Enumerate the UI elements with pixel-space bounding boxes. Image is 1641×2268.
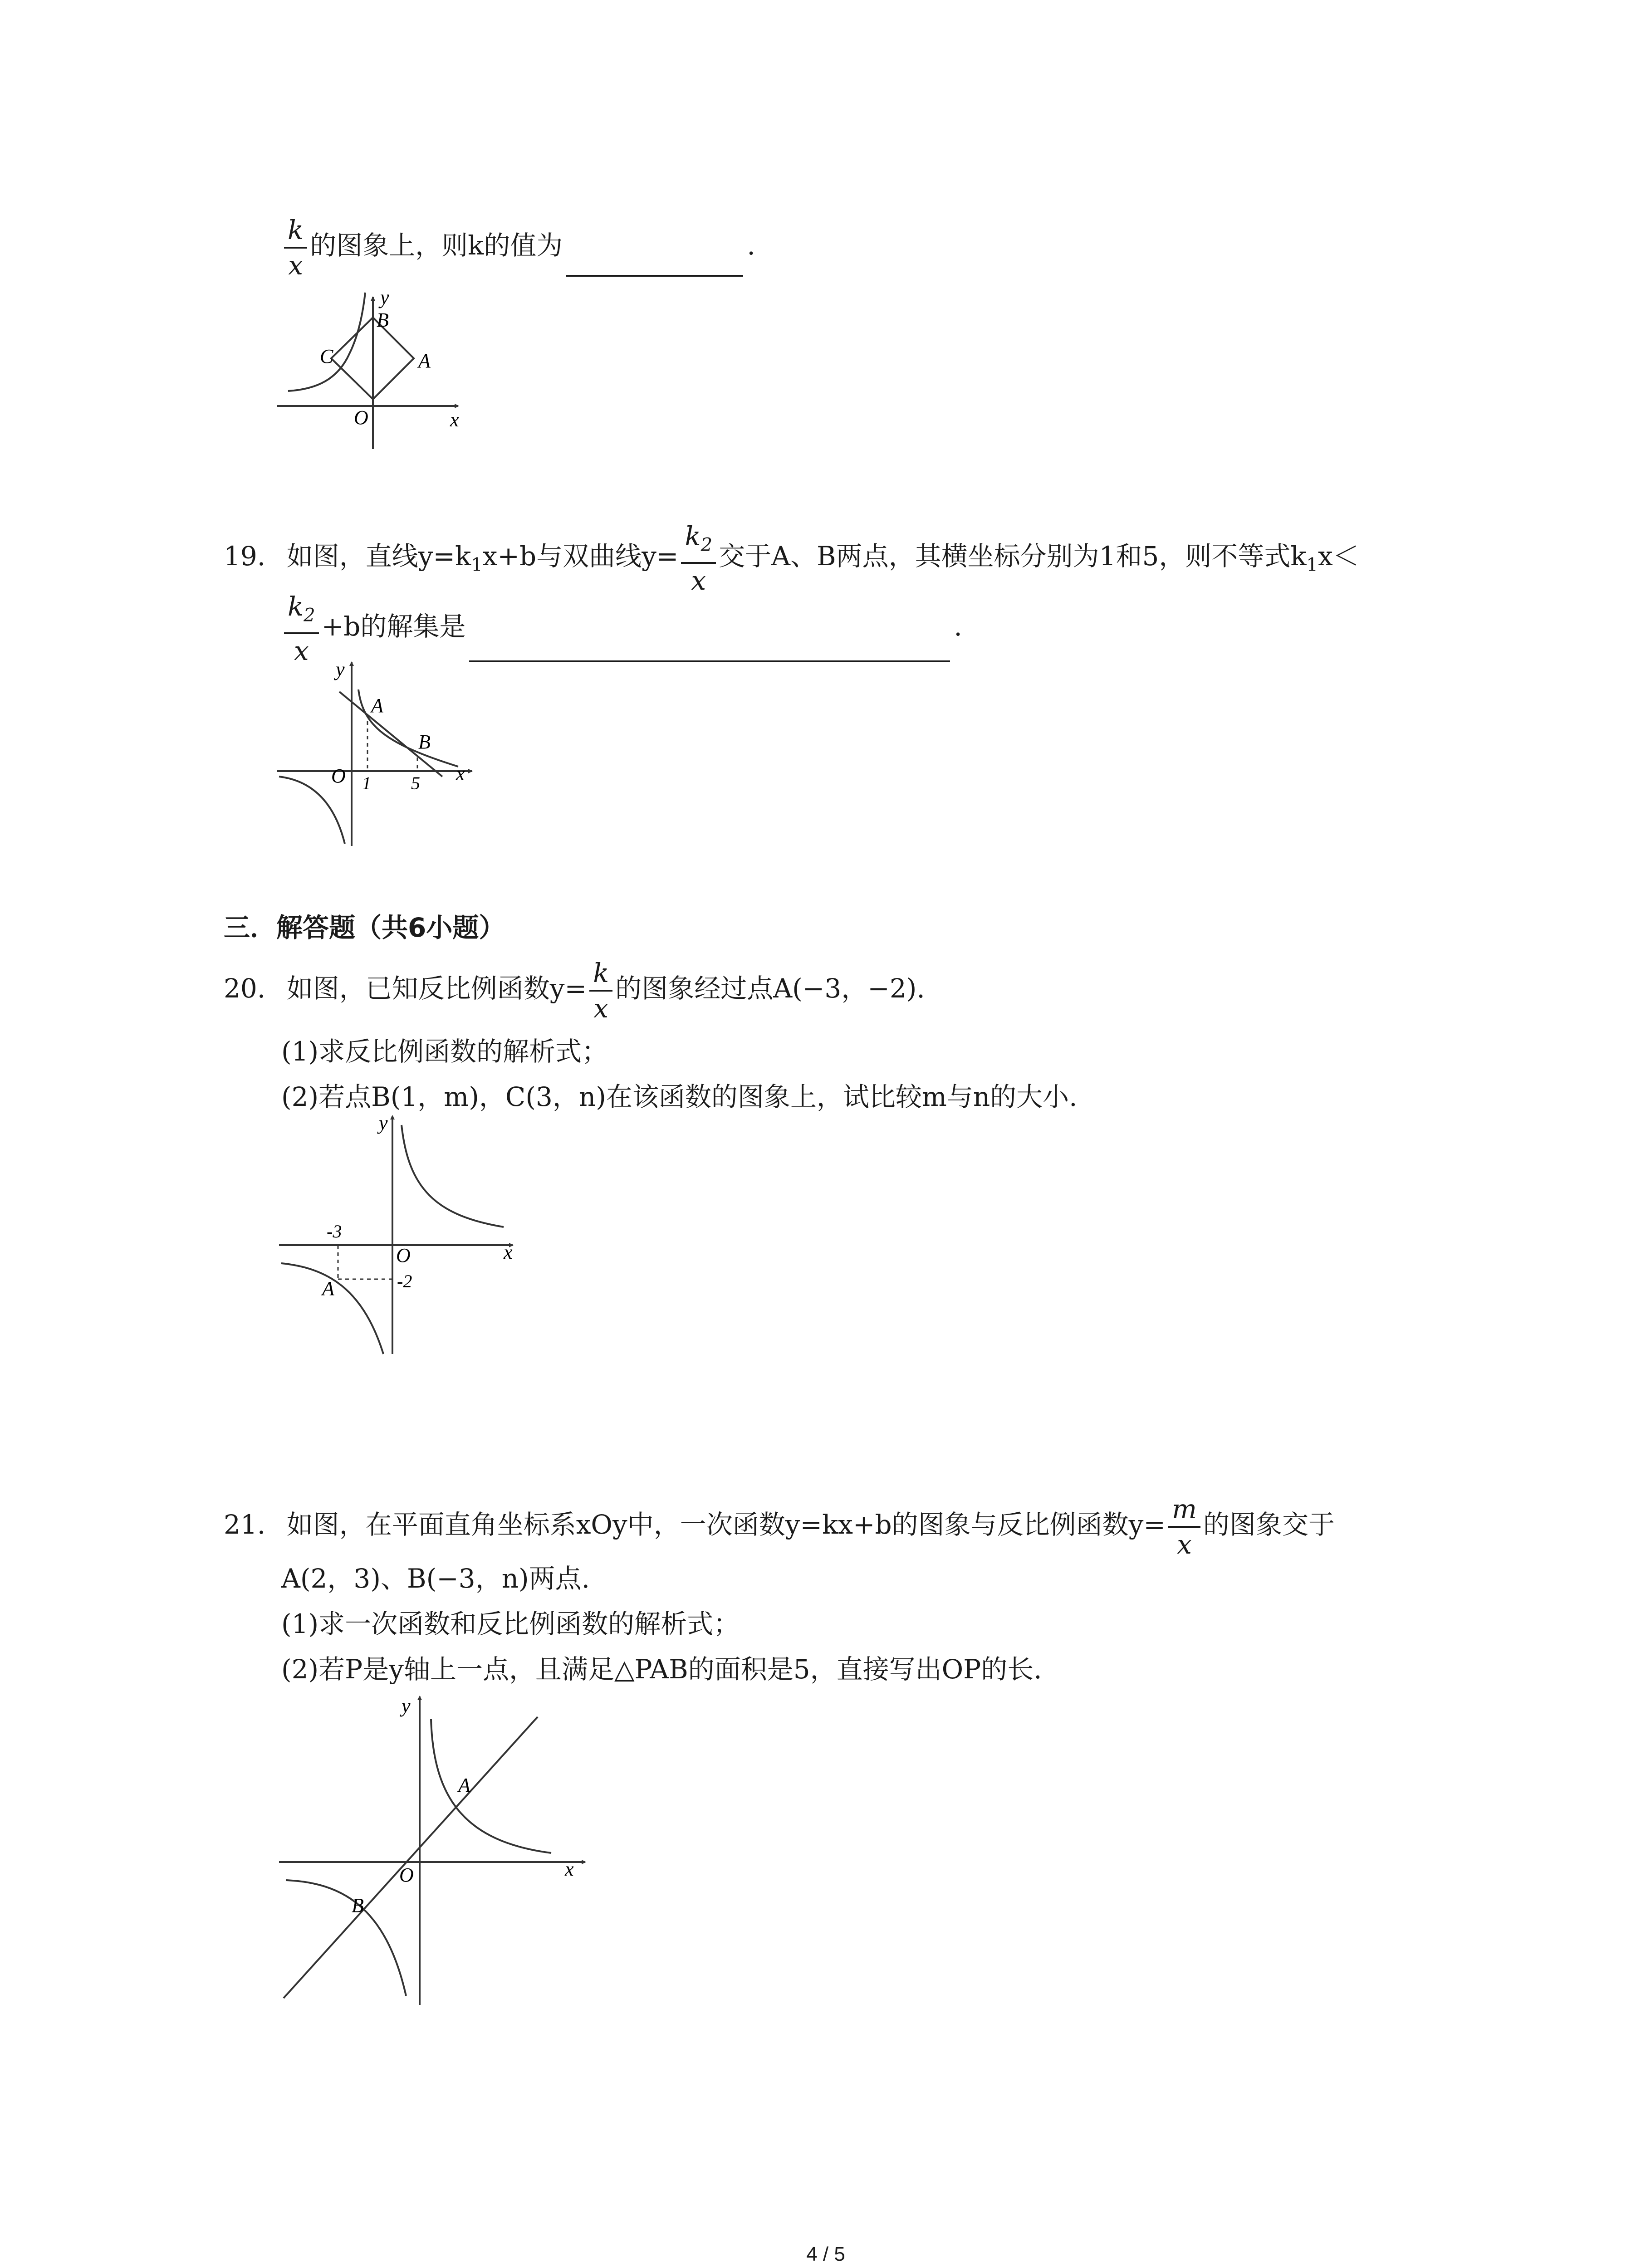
hyperbola-branch-1: [402, 1125, 504, 1227]
q19-text-b: x+b与双曲线y=: [482, 540, 679, 572]
label-o: O: [331, 765, 346, 787]
q19-text-d: x＜: [1318, 540, 1359, 572]
fraction-denominator: x: [593, 993, 608, 1024]
q19-text-c: 交于A、B两点，其横坐标分别为1和5，则不等式k: [719, 540, 1307, 572]
q21-text-b: 的图象交于: [1203, 1509, 1335, 1540]
q20-fraction: [589, 956, 612, 1025]
figure-q18: [272, 286, 472, 458]
hyperbola-branch-3: [286, 1880, 406, 1996]
tick-5: 5: [411, 773, 420, 793]
q19-end: .: [954, 611, 962, 642]
label-y: y: [379, 1112, 388, 1134]
hyperbola-branch-3: [281, 1263, 383, 1354]
q19-sub2: 1: [1306, 554, 1318, 576]
label-o: O: [396, 1244, 411, 1266]
q19-sub1: 1: [471, 554, 483, 576]
tick-y: -2: [397, 1271, 412, 1291]
q20-part2: (2)若点B(1，m)，C(3，n)在该函数的图象上，试比较m与n的大小.: [281, 1081, 1078, 1112]
figure-q21: [272, 1687, 599, 2014]
fraction-numerator: k: [685, 521, 701, 552]
q19-fraction-1: [681, 519, 716, 597]
q20-part1: (1)求反比例函数的解析式；: [281, 1036, 608, 1067]
label-x: x: [565, 1858, 574, 1880]
fraction-numerator-sub: 2: [700, 534, 713, 556]
label-b: B: [352, 1894, 364, 1916]
tick-x: -3: [327, 1221, 342, 1242]
tick-1: 1: [362, 773, 371, 793]
q18-tail-line: [281, 213, 755, 282]
question-number: 20.: [224, 973, 266, 1004]
q21-stem-line2: A(2，3)、B(−3，n)两点.: [281, 1563, 590, 1594]
hyperbola-branch-1: [431, 1719, 551, 1853]
fraction-denominator: x: [1177, 1529, 1192, 1560]
label-a: A: [418, 350, 431, 372]
q21-text-a: 如图，在平面直角坐标系xOy中，一次函数y=kx+b的图象与反比例函数y=: [286, 1509, 1166, 1540]
label-y: y: [380, 286, 389, 308]
fraction-denominator: x: [288, 250, 303, 281]
label-a: A: [371, 694, 383, 717]
section-title: 三．解答题（共6小题）: [224, 912, 505, 943]
figure-q20: [272, 1107, 526, 1361]
line-y-kx-b: [284, 1717, 538, 1998]
label-x: x: [456, 763, 465, 785]
question-number: 21.: [224, 1509, 266, 1540]
label-a: A: [458, 1774, 470, 1796]
fraction-numerator: k: [288, 591, 304, 622]
fraction-denominator: x: [691, 565, 706, 596]
answer-blank: [566, 275, 743, 277]
fraction-numerator: k: [589, 956, 612, 992]
label-y: y: [402, 1695, 411, 1717]
q19-text-line2: +b的解集是: [321, 611, 466, 642]
label-b: B: [377, 309, 389, 331]
label-x: x: [504, 1241, 513, 1263]
label-b: B: [418, 731, 431, 753]
q18-end: .: [747, 230, 755, 261]
question-number: 19.: [224, 540, 266, 572]
page-number: 4 / 5: [806, 2243, 845, 2265]
label-a: A: [322, 1277, 334, 1300]
label-x: x: [450, 409, 459, 431]
q18-text: 的图象上，则k的值为: [310, 230, 563, 261]
label-c: C: [320, 345, 333, 367]
q18-fraction: [284, 213, 307, 282]
q20-text-a: 如图，已知反比例函数y=: [286, 973, 587, 1004]
fraction-numerator: k: [284, 213, 307, 249]
fraction-numerator: m: [1168, 1492, 1200, 1528]
figure-q19: [272, 653, 490, 853]
answer-blank: [469, 660, 950, 662]
q21-stem-line1: [224, 1492, 1335, 1561]
q19-text-a: 如图，直线y=k: [286, 540, 471, 572]
fraction-denominator: x: [294, 635, 309, 666]
q19-line1: [224, 519, 1359, 597]
q21-part2: (2)若P是y轴上一点，且满足△PAB的面积是5，直接写出OP的长.: [281, 1654, 1042, 1685]
q21-fraction: [1168, 1492, 1200, 1561]
label-y: y: [336, 658, 345, 680]
q21-part1: (1)求一次函数和反比例函数的解析式；: [281, 1608, 740, 1639]
q20-text-b: 的图象经过点A(−3，−2).: [615, 973, 925, 1004]
fraction-numerator-sub: 2: [304, 605, 315, 626]
label-o: O: [399, 1864, 414, 1886]
q20-stem: [224, 956, 925, 1025]
label-o: O: [354, 406, 368, 429]
hyperbola-curve: [288, 293, 365, 391]
